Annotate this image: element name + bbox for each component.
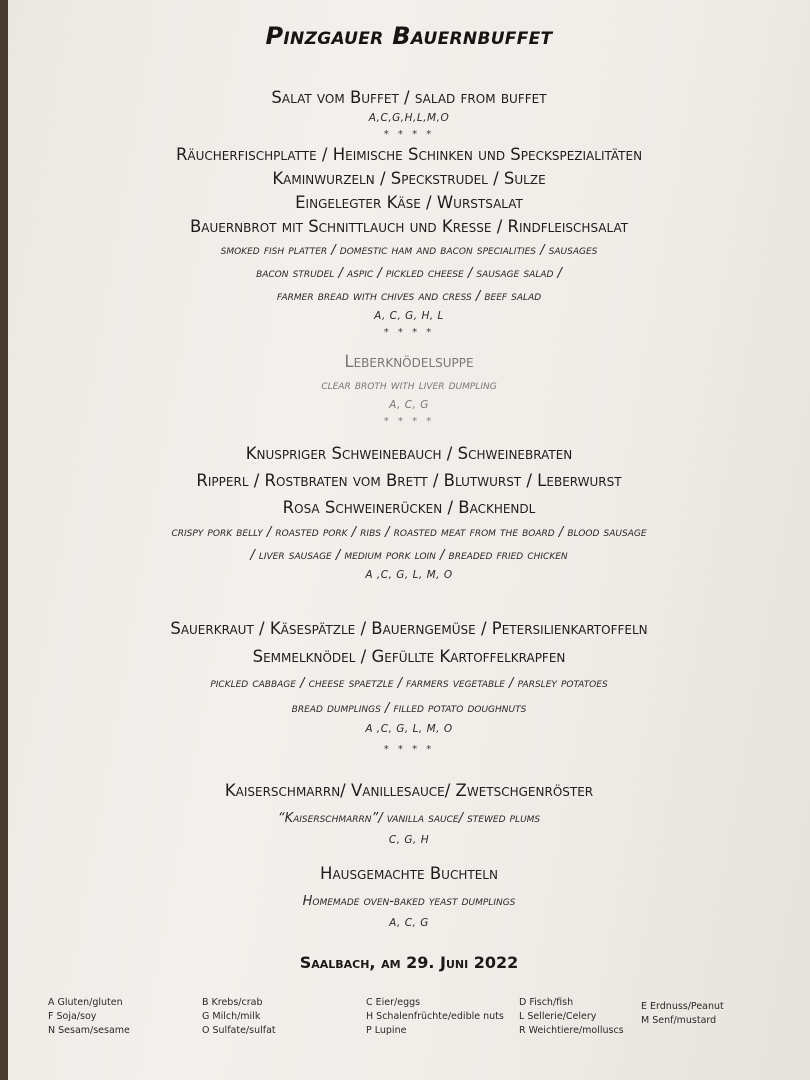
dish-en: bacon strudel / aspic / pickled cheese / sausage salad / <box>256 266 562 281</box>
dish-de: Semmelknödel / Gefüllte Kartoffelkrapfen <box>252 647 566 666</box>
section-dessert-kaiserschmarrn <box>8 777 810 849</box>
dish-en: crispy pork belly / roasted pork / ribs / roasted meat from the board / blood sausage <box>171 525 647 540</box>
legend-item: G Milch/milk <box>202 1011 261 1022</box>
menu-title: Pinzgauer Bauernbuffet <box>265 22 553 50</box>
legend-item: M Senf/mustard <box>641 1015 717 1026</box>
dish-de: Eingelegter Käse / Wurstsalat <box>295 193 523 212</box>
legend-column <box>366 996 504 1038</box>
legend-item: E Erdnuss/Peanut <box>641 1001 724 1012</box>
legend-item: R Weichtiere/molluscs <box>519 1025 624 1036</box>
dish-en: bread dumplings / filled potato doughnuts <box>291 701 527 716</box>
legend-column <box>202 996 276 1038</box>
separator-stars: * * * * <box>383 744 435 755</box>
dish-de: Ripperl / Rostbraten vom Brett / Blutwurst / Leberwurst <box>196 471 622 490</box>
dish-en: smoked fish platter / domestic ham and bacon specialities / sausages <box>220 243 598 258</box>
dish-de: Sauerkraut / Käsespätzle / Bauerngemüse / Petersilienkartoffeln <box>170 619 648 638</box>
dish-de: Kaiserschmarrn/ Vanillesauce/ Zwetschgenröster <box>224 781 594 800</box>
dish-de: Rosa Schweinerücken / Backhendl <box>282 498 536 517</box>
legend-item: F Soja/soy <box>48 1011 97 1022</box>
dish-de: Leberknödelsuppe <box>344 352 474 371</box>
separator-stars: * * * * <box>383 327 435 338</box>
legend-item: L Sellerie/Celery <box>519 1011 597 1022</box>
allergen-codes: A,C,G,H,L,M,O <box>368 112 450 124</box>
legend-column <box>519 996 624 1038</box>
menu-date: Saalbach, am 29. Juni 2022 <box>299 953 519 972</box>
legend-item: O Sulfate/sulfat <box>202 1025 276 1036</box>
dish-en: “Kaiserschmarrn”/ vanilla sauce/ stewed plums <box>277 811 541 826</box>
allergen-codes: C, G, H <box>388 834 430 846</box>
menu-card <box>8 0 810 1080</box>
legend-item: A Gluten/gluten <box>48 997 123 1008</box>
dish-en: farmer bread with chives and cress / beef salad <box>276 289 542 304</box>
legend-item: C Eier/eggs <box>366 997 421 1008</box>
dish-en: Homemade oven-baked yeast dumplings <box>302 894 516 909</box>
separator-stars: * * * * <box>383 416 435 427</box>
legend-column <box>641 1000 724 1028</box>
dish-de: Bauernbrot mit Schnittlauch und Kresse / Rindfleischsalat <box>189 217 629 236</box>
legend-column <box>48 996 130 1038</box>
dish-en: / liver sausage / medium pork loin / breaded fried chicken <box>250 548 568 563</box>
allergen-codes: A, C, G <box>389 917 429 929</box>
salad-line: Salat vom Buffet / salad from buffet <box>271 88 547 107</box>
allergen-codes: A ,C, G, L, M, O <box>365 723 453 735</box>
section-salad <box>8 86 810 143</box>
legend-item: H Schalenfrüchte/edible nuts <box>366 1011 504 1022</box>
legend-item: N Sesam/sesame <box>48 1025 130 1036</box>
section-soup <box>8 350 810 430</box>
dish-en: pickled cabbage / cheese spaetzle / farmers vegetable / parsley potatoes <box>210 676 608 691</box>
dish-de: Knuspriger Schweinebauch / Schweinebraten <box>245 444 573 463</box>
separator-stars: * * * * <box>383 129 435 140</box>
legend-item: D Fisch/fish <box>519 997 574 1008</box>
section-mains <box>8 440 810 584</box>
dish-de: Räucherfischplatte / Heimische Schinken und Speckspezialitäten <box>175 145 643 164</box>
section-cold-platter <box>8 143 810 341</box>
dish-de: Kaminwurzeln / Speckstrudel / Sulze <box>272 169 546 188</box>
section-dessert-buchteln <box>8 860 810 932</box>
dish-de: Hausgemachte Buchteln <box>320 864 498 883</box>
legend-item: B Krebs/crab <box>202 997 263 1008</box>
section-sides <box>8 615 810 758</box>
allergen-codes: A, C, G <box>389 399 429 411</box>
allergen-codes: A ,C, G, L, M, O <box>365 569 453 581</box>
allergen-codes: A, C, G, H, L <box>374 310 444 322</box>
legend-item: P Lupine <box>366 1025 407 1036</box>
dish-en: clear broth with liver dumpling <box>321 378 497 393</box>
